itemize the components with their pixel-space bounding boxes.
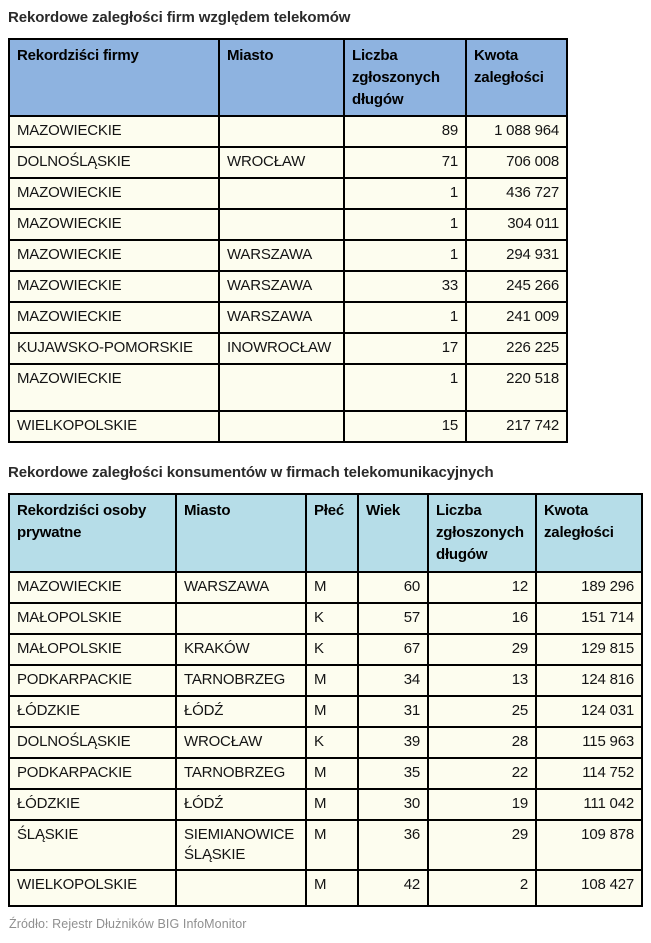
table-cell: 436 727 xyxy=(466,178,567,209)
table-row xyxy=(9,240,567,271)
table-row xyxy=(9,870,642,906)
table-row xyxy=(9,820,642,871)
table-cell: 189 296 xyxy=(536,572,642,603)
source-note: Źródło: Rejestr Dłużników BIG InfoMonitor xyxy=(9,917,247,931)
table-cell: M xyxy=(306,870,358,906)
table-cell xyxy=(219,116,344,147)
table-cell: WARSZAWA xyxy=(176,572,306,603)
table-cell: WROCŁAW xyxy=(219,147,344,178)
table-row xyxy=(9,364,567,411)
column-header: Liczba zgłoszonych długów xyxy=(344,39,466,116)
table-cell: ŁÓDŹ xyxy=(176,696,306,727)
table-cell: 33 xyxy=(344,271,466,302)
table-cell: PODKARPACKIE xyxy=(9,665,176,696)
table-cell: MAZOWIECKIE xyxy=(9,240,219,271)
table-cell xyxy=(219,178,344,209)
table-cell: 19 xyxy=(428,789,536,820)
table-cell xyxy=(219,411,344,442)
table-cell: 29 xyxy=(428,634,536,665)
table-row xyxy=(9,727,642,758)
table-cell: 34 xyxy=(358,665,428,696)
column-header: Rekordziści firmy xyxy=(9,39,219,116)
table-cell: WROCŁAW xyxy=(176,727,306,758)
table-cell: 60 xyxy=(358,572,428,603)
table-cell: K xyxy=(306,727,358,758)
table-cell: WIELKOPOLSKIE xyxy=(9,870,176,906)
companies-table xyxy=(8,38,568,443)
table-cell: 1 088 964 xyxy=(466,116,567,147)
table-row xyxy=(9,789,642,820)
table-cell: KUJAWSKO-POMORSKIE xyxy=(9,333,219,364)
table-cell: M xyxy=(306,820,358,871)
table-row xyxy=(9,696,642,727)
table-cell: 57 xyxy=(358,603,428,634)
table-cell: INOWROCŁAW xyxy=(219,333,344,364)
header-row xyxy=(9,39,567,116)
table-cell: 31 xyxy=(358,696,428,727)
consumers-table-body xyxy=(9,572,642,907)
table-row xyxy=(9,572,642,603)
table-cell: WARSZAWA xyxy=(219,240,344,271)
table-cell: 12 xyxy=(428,572,536,603)
companies-table-body xyxy=(9,116,567,442)
table-cell: 35 xyxy=(358,758,428,789)
column-header: Liczba zgłoszonych długów xyxy=(428,494,536,571)
table-cell: M xyxy=(306,665,358,696)
table-cell: MAZOWIECKIE xyxy=(9,271,219,302)
table-cell: 115 963 xyxy=(536,727,642,758)
table-cell: 15 xyxy=(344,411,466,442)
table-cell: WARSZAWA xyxy=(219,271,344,302)
table-cell: 25 xyxy=(428,696,536,727)
consumers-table-header xyxy=(9,494,642,571)
table-cell: 1 xyxy=(344,178,466,209)
table-cell: K xyxy=(306,634,358,665)
table-cell: 89 xyxy=(344,116,466,147)
table-row xyxy=(9,302,567,333)
table-cell xyxy=(176,870,306,906)
table-cell: 124 816 xyxy=(536,665,642,696)
header-row xyxy=(9,494,642,571)
table-cell: MAZOWIECKIE xyxy=(9,364,219,411)
table-cell xyxy=(219,209,344,240)
table-row xyxy=(9,147,567,178)
table-row xyxy=(9,758,642,789)
table-cell: 28 xyxy=(428,727,536,758)
table-row xyxy=(9,271,567,302)
table-cell: M xyxy=(306,789,358,820)
consumers-table xyxy=(8,493,643,907)
table-cell: MAZOWIECKIE xyxy=(9,302,219,333)
table-cell: 17 xyxy=(344,333,466,364)
table-cell: 245 266 xyxy=(466,271,567,302)
table-cell xyxy=(219,364,344,411)
table-cell: 1 xyxy=(344,302,466,333)
table-cell: 42 xyxy=(358,870,428,906)
table-cell: MAZOWIECKIE xyxy=(9,572,176,603)
table-cell: 30 xyxy=(358,789,428,820)
table-cell: 109 878 xyxy=(536,820,642,871)
table-cell: 151 714 xyxy=(536,603,642,634)
table-cell: SIEMIANOWICE ŚLĄSKIE xyxy=(176,820,306,871)
table-cell: MAZOWIECKIE xyxy=(9,209,219,240)
table-cell: 129 815 xyxy=(536,634,642,665)
column-header: Kwota zaległości xyxy=(536,494,642,571)
table-row xyxy=(9,116,567,147)
table-cell: DOLNOŚLĄSKIE xyxy=(9,147,219,178)
table-cell: TARNOBRZEG xyxy=(176,758,306,789)
table-cell: K xyxy=(306,603,358,634)
table-cell: 108 427 xyxy=(536,870,642,906)
companies-table-title: Rekordowe zaległości firm względem telekomów xyxy=(8,9,351,26)
table-cell: 217 742 xyxy=(466,411,567,442)
table-cell: ŚLĄSKIE xyxy=(9,820,176,871)
table-cell: DOLNOŚLĄSKIE xyxy=(9,727,176,758)
companies-table-header xyxy=(9,39,567,116)
table-cell: 36 xyxy=(358,820,428,871)
table-cell: MAZOWIECKIE xyxy=(9,116,219,147)
table-cell: 16 xyxy=(428,603,536,634)
table-cell: 13 xyxy=(428,665,536,696)
table-cell xyxy=(176,603,306,634)
table-cell: 29 xyxy=(428,820,536,871)
table-cell: M xyxy=(306,696,358,727)
table-cell: TARNOBRZEG xyxy=(176,665,306,696)
table-cell: MAŁOPOLSKIE xyxy=(9,603,176,634)
table-cell: 1 xyxy=(344,209,466,240)
table-cell: 294 931 xyxy=(466,240,567,271)
table-cell: 241 009 xyxy=(466,302,567,333)
table-cell: ŁÓDŹ xyxy=(176,789,306,820)
table-row xyxy=(9,411,567,442)
table-cell: KRAKÓW xyxy=(176,634,306,665)
column-header: Miasto xyxy=(176,494,306,571)
table-cell: MAŁOPOLSKIE xyxy=(9,634,176,665)
table-cell: 304 011 xyxy=(466,209,567,240)
table-row xyxy=(9,603,642,634)
table-cell: 2 xyxy=(428,870,536,906)
table-row xyxy=(9,665,642,696)
table-cell: 71 xyxy=(344,147,466,178)
consumers-table-title: Rekordowe zaległości konsumentów w firmach telekomunikacyjnych xyxy=(8,464,494,482)
column-header: Płeć xyxy=(306,494,358,571)
column-header: Miasto xyxy=(219,39,344,116)
table-cell: 220 518 xyxy=(466,364,567,411)
table-row xyxy=(9,333,567,364)
table-row xyxy=(9,209,567,240)
table-cell: 22 xyxy=(428,758,536,789)
table-cell: 124 031 xyxy=(536,696,642,727)
table-cell: 1 xyxy=(344,240,466,271)
table-cell: PODKARPACKIE xyxy=(9,758,176,789)
table-row xyxy=(9,634,642,665)
table-row xyxy=(9,178,567,209)
table-cell: M xyxy=(306,572,358,603)
table-cell: 111 042 xyxy=(536,789,642,820)
column-header: Rekordziści osoby prywatne xyxy=(9,494,176,571)
table-cell: MAZOWIECKIE xyxy=(9,178,219,209)
table-cell: 706 008 xyxy=(466,147,567,178)
table-cell: WIELKOPOLSKIE xyxy=(9,411,219,442)
table-cell: WARSZAWA xyxy=(219,302,344,333)
table-cell: M xyxy=(306,758,358,789)
table-cell: 114 752 xyxy=(536,758,642,789)
table-cell: ŁÓDZKIE xyxy=(9,696,176,727)
table-cell: 1 xyxy=(344,364,466,411)
table-cell: ŁÓDZKIE xyxy=(9,789,176,820)
table-cell: 67 xyxy=(358,634,428,665)
column-header: Wiek xyxy=(358,494,428,571)
column-header: Kwota zaległości xyxy=(466,39,567,116)
table-cell: 39 xyxy=(358,727,428,758)
table-cell: 226 225 xyxy=(466,333,567,364)
